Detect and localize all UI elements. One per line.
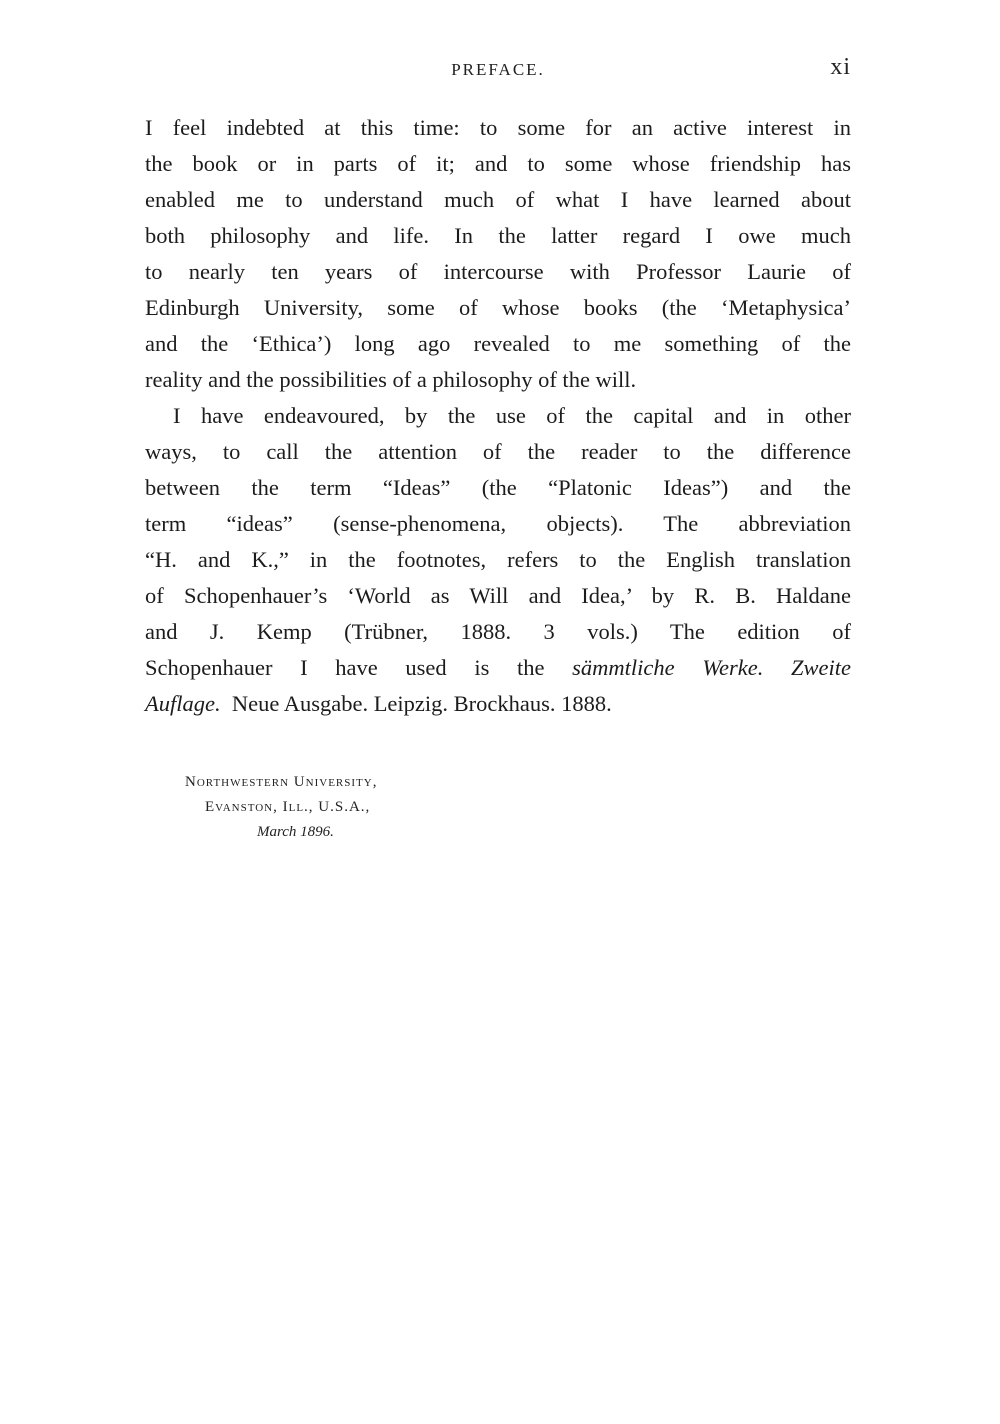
- signature-block: [185, 770, 377, 845]
- text-segment: Neue Ausgabe. Leipzig. Brockhaus. 1888.: [231, 691, 612, 716]
- text-line: “H. and K.,” in the footnotes, refers to the English translation: [145, 547, 851, 572]
- text-line: [145, 686, 851, 722]
- text-line: Edinburgh University, some of whose books (the ‘Metaphysica’: [145, 295, 851, 320]
- italic-title: sämmtliche Werke. Zweite: [572, 655, 852, 680]
- paragraph-1: [145, 110, 851, 398]
- text-line: I have endeavoured, by the use of the capital and in other: [173, 403, 851, 428]
- signature-institution: Northwestern University,: [185, 774, 378, 790]
- text-line: term “ideas” (sense-phenomena, objects). The abbreviation: [145, 511, 851, 536]
- text-line: ways, to call the attention of the reader to the difference: [145, 439, 851, 464]
- text-line: the book or in parts of it; and to some whose friendship has: [145, 151, 851, 176]
- italic-title: Auflage.: [145, 691, 221, 716]
- paragraph-2: [145, 398, 851, 722]
- text-line: between the term “Ideas” (the “Platonic Ideas”) and the: [145, 475, 851, 500]
- text-line: enabled me to understand much of what I have learned about: [145, 187, 851, 212]
- text-line: [145, 650, 851, 686]
- text-line: to nearly ten years of intercourse with Professor Laurie of: [145, 259, 851, 284]
- running-title: PREFACE.: [451, 60, 545, 79]
- signature-date: March 1896.: [257, 824, 334, 840]
- signature-location: Evanston, Ill., U.S.A.,: [205, 799, 371, 815]
- preface-body: [145, 110, 851, 722]
- text-segment: Schopenhauer I have used is the: [145, 655, 545, 680]
- text-line: and J. Kemp (Trübner, 1888. 3 vols.) The edition of: [145, 619, 851, 644]
- text-line: reality and the possibilities of a philosophy of the will.: [145, 367, 637, 392]
- text-line: both philosophy and life. In the latter regard I owe much: [145, 223, 851, 248]
- running-head: [145, 54, 851, 90]
- text-line: and the ‘Ethica’) long ago revealed to me something of the: [145, 331, 851, 356]
- page-number: xi: [830, 54, 851, 80]
- text-line: of Schopenhauer’s ‘World as Will and Idea,’ by R. B. Haldane: [145, 583, 851, 608]
- text-line: I feel indebted at this time: to some for an active interest in: [145, 115, 851, 140]
